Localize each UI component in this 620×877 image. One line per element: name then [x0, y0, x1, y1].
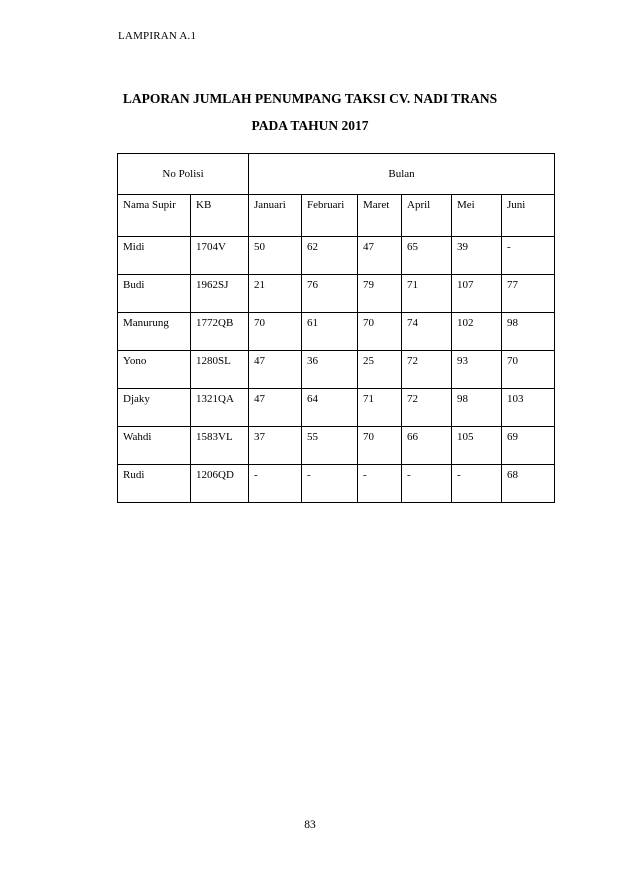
table-row: [118, 313, 555, 351]
table-cell: 72: [402, 351, 452, 389]
table-cell: 61: [302, 313, 358, 351]
report-title: LAPORAN JUMLAH PENUMPANG TAKSI CV. NADI TRANS: [122, 91, 498, 106]
table-cell: 21: [249, 275, 302, 313]
plate-group-header: No Polisi: [118, 154, 249, 195]
table-cell: 68: [502, 465, 555, 503]
table-cell: 70: [358, 313, 402, 351]
table-cell: 37: [249, 427, 302, 465]
passenger-report-table: [117, 153, 555, 503]
table-cell: 36: [302, 351, 358, 389]
table-cell: 105: [452, 427, 502, 465]
table-cell: -: [302, 465, 358, 503]
table-cell: 98: [452, 389, 502, 427]
table-cell: 76: [302, 275, 358, 313]
table-cell: 1206QD: [191, 465, 249, 503]
table-cell: 1321QA: [191, 389, 249, 427]
table-cell: 47: [249, 389, 302, 427]
table-cell: Budi: [118, 275, 191, 313]
table-cell: 93: [452, 351, 502, 389]
table-cell: 47: [249, 351, 302, 389]
table-cell: -: [249, 465, 302, 503]
report-subtitle: PADA TAHUN 2017: [251, 118, 369, 133]
table-cell: 1962SJ: [191, 275, 249, 313]
table-row: [118, 351, 555, 389]
table-cell: -: [452, 465, 502, 503]
appendix-label: LAMPIRAN A.1: [118, 30, 197, 42]
column-header: Juni: [502, 195, 555, 237]
column-header: Mei: [452, 195, 502, 237]
table-cell: 1583VL: [191, 427, 249, 465]
table-cell: 50: [249, 237, 302, 275]
group-header-row: [118, 154, 555, 195]
column-header: Maret: [358, 195, 402, 237]
table-cell: 72: [402, 389, 452, 427]
column-header-row: [118, 195, 555, 237]
table-cell: 107: [452, 275, 502, 313]
table-row: [118, 275, 555, 313]
table-cell: 39: [452, 237, 502, 275]
table-cell: -: [502, 237, 555, 275]
table-cell: Rudi: [118, 465, 191, 503]
table-cell: 62: [302, 237, 358, 275]
table-cell: 47: [358, 237, 402, 275]
table-cell: 1704V: [191, 237, 249, 275]
table-cell: 25: [358, 351, 402, 389]
table-row: [118, 427, 555, 465]
table-cell: 64: [302, 389, 358, 427]
table-cell: 1280SL: [191, 351, 249, 389]
table-cell: 103: [502, 389, 555, 427]
table-cell: 1772QB: [191, 313, 249, 351]
column-header: April: [402, 195, 452, 237]
table-cell: Midi: [118, 237, 191, 275]
table-cell: 77: [502, 275, 555, 313]
table-cell: -: [402, 465, 452, 503]
table-row: [118, 389, 555, 427]
table-cell: Yono: [118, 351, 191, 389]
column-header: Nama Supir: [118, 195, 191, 237]
month-group-header: Bulan: [249, 154, 555, 195]
table-row: [118, 465, 555, 503]
table-cell: 98: [502, 313, 555, 351]
table-cell: 65: [402, 237, 452, 275]
table-cell: 70: [502, 351, 555, 389]
table-cell: 102: [452, 313, 502, 351]
table-cell: 71: [402, 275, 452, 313]
table-cell: 70: [249, 313, 302, 351]
column-header: KB: [191, 195, 249, 237]
table-cell: Djaky: [118, 389, 191, 427]
page-number: 83: [304, 819, 316, 831]
column-header: Februari: [302, 195, 358, 237]
table-cell: 55: [302, 427, 358, 465]
table-cell: 74: [402, 313, 452, 351]
table-cell: Wahdi: [118, 427, 191, 465]
table-cell: -: [358, 465, 402, 503]
table-row: [118, 237, 555, 275]
table-cell: 70: [358, 427, 402, 465]
table-cell: 69: [502, 427, 555, 465]
table-cell: 66: [402, 427, 452, 465]
table-cell: Manurung: [118, 313, 191, 351]
column-header: Januari: [249, 195, 302, 237]
table-cell: 79: [358, 275, 402, 313]
table-cell: 71: [358, 389, 402, 427]
